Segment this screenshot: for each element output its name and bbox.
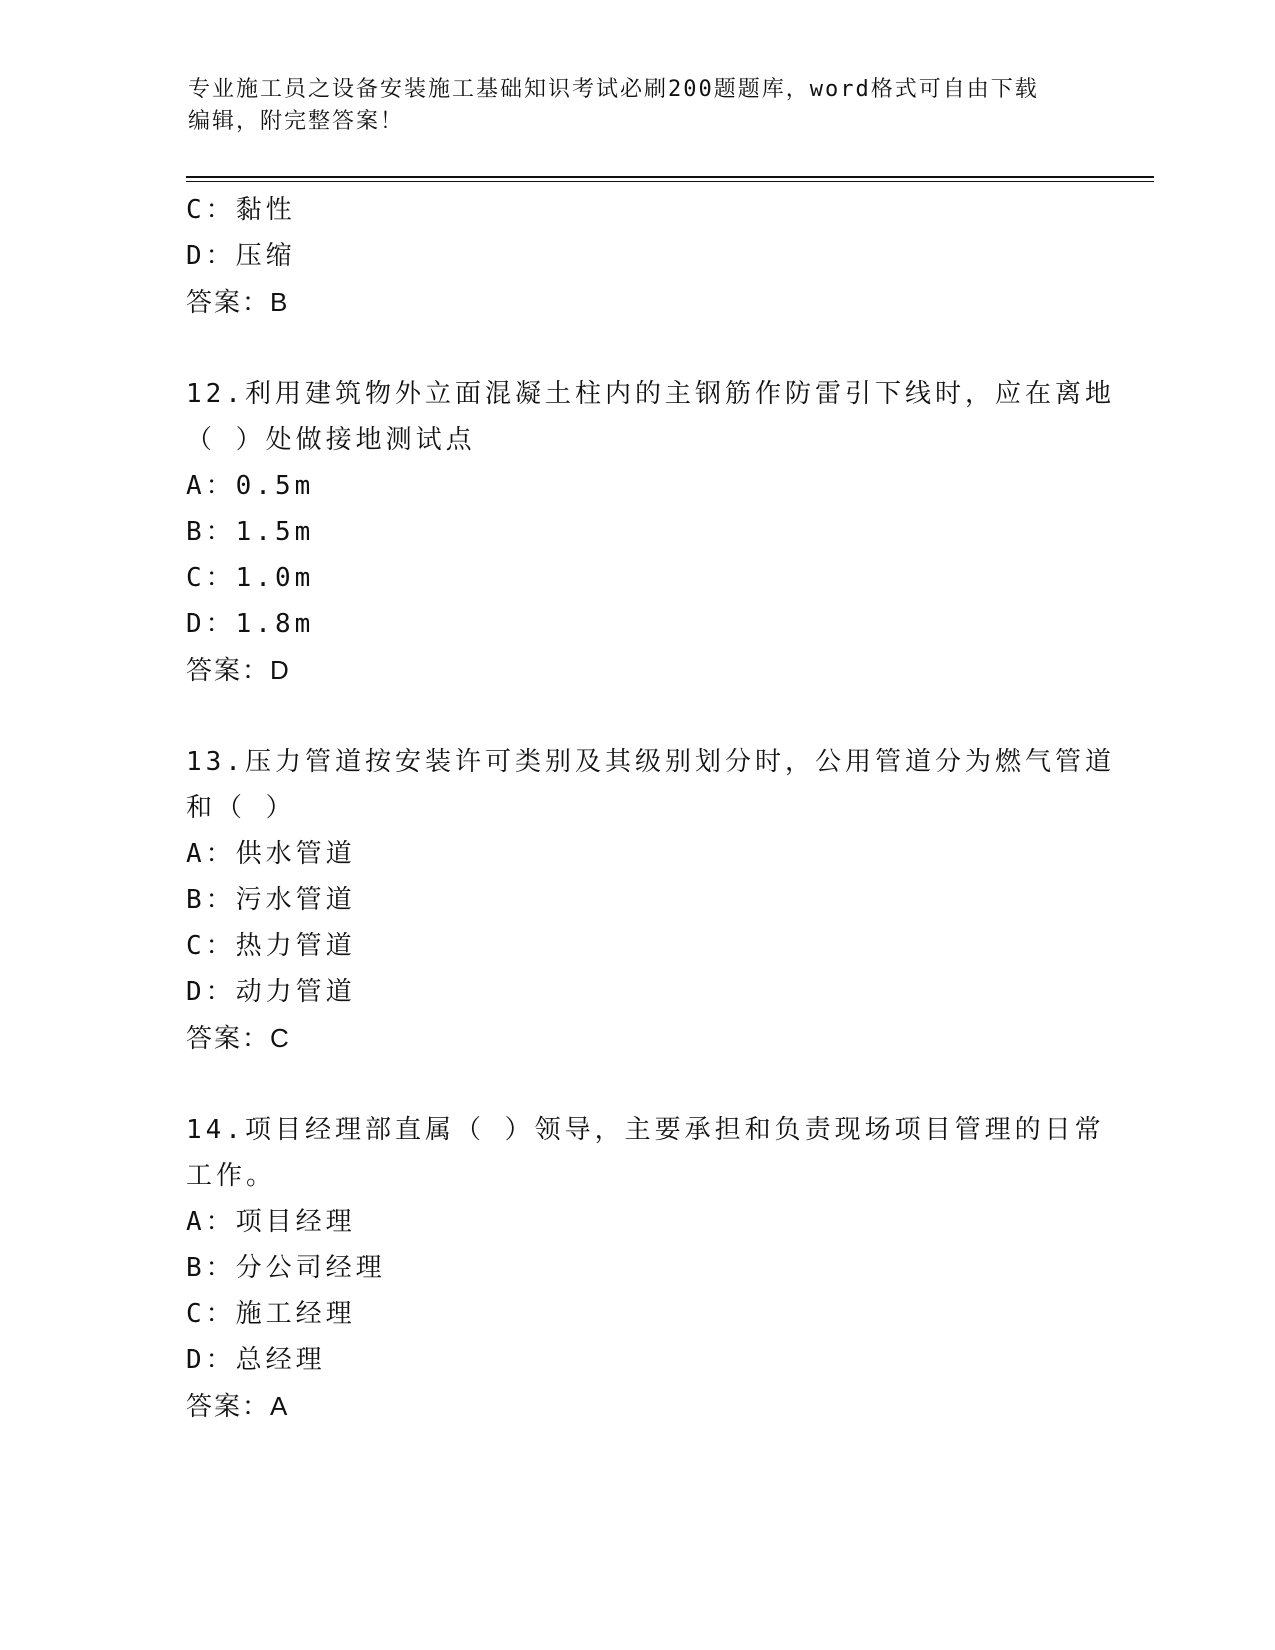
header-title-line-1: 专业施工员之设备安装施工基础知识考试必刷200题题库，word格式可自由下载 xyxy=(188,77,1039,102)
option-c: C：热力管道 xyxy=(186,931,356,961)
option-c: C：1.0m xyxy=(186,563,315,593)
option-d: D：压缩 xyxy=(186,241,296,271)
header-divider-thick xyxy=(186,176,1154,178)
question-14 xyxy=(186,1107,1105,1429)
option-a: A：0.5m xyxy=(186,471,315,501)
option-b: B：分公司经理 xyxy=(186,1253,386,1283)
header-title-line-2: 编辑，附完整答案！ xyxy=(188,109,405,134)
answer-line: 答案：B xyxy=(186,287,290,317)
option-d: D：1.8m xyxy=(186,609,315,639)
question-stem-line-1: 12.利用建筑物外立面混凝土柱内的主钢筋作防雷引下线时，应在离地 xyxy=(186,379,1115,409)
question-spacer xyxy=(186,325,1086,371)
question-13 xyxy=(186,739,1115,1061)
question-stem-line-2: 工作。 xyxy=(186,1161,277,1191)
question-spacer xyxy=(186,1061,1086,1107)
option-d: D：动力管道 xyxy=(186,977,356,1007)
option-a: A：项目经理 xyxy=(186,1207,356,1237)
option-d: D：总经理 xyxy=(186,1345,326,1375)
header-divider-thin xyxy=(186,181,1154,182)
answer-line: 答案：C xyxy=(186,1023,291,1053)
answer-line: 答案：A xyxy=(186,1391,290,1421)
document-body xyxy=(186,187,1115,1429)
option-b: B：污水管道 xyxy=(186,885,356,915)
option-a: A：供水管道 xyxy=(186,839,356,869)
question-stem-line-1: 14.项目经理部直属（ ）领导，主要承担和负责现场项目管理的日常 xyxy=(186,1115,1105,1145)
question-stem-line-1: 13.压力管道按安装许可类别及其级别划分时，公用管道分为燃气管道 xyxy=(186,747,1115,777)
document-header xyxy=(188,74,1088,138)
option-b: B：1.5m xyxy=(186,517,315,547)
question-spacer xyxy=(186,693,1086,739)
previous-question-tail xyxy=(186,187,1086,325)
question-12 xyxy=(186,371,1115,693)
answer-line: 答案：D xyxy=(186,655,291,685)
question-stem-line-2: 和（ ） xyxy=(186,793,296,823)
question-stem-line-2: （ ）处做接地测试点 xyxy=(186,425,476,455)
option-c: C：施工经理 xyxy=(186,1299,356,1329)
option-c: C：黏性 xyxy=(186,195,296,225)
